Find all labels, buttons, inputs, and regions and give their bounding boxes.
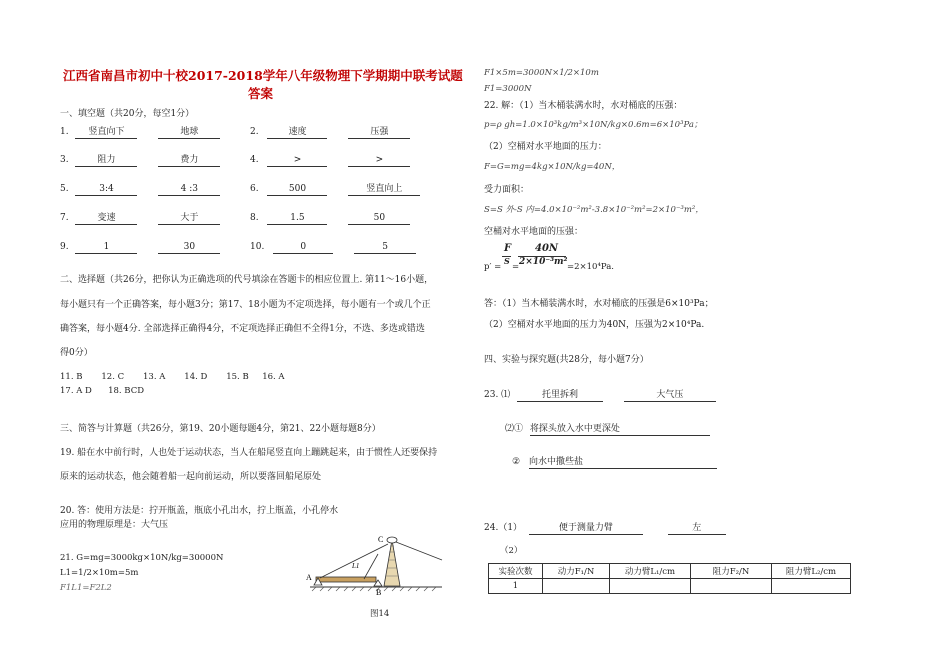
- fill-row-4: [60, 213, 220, 225]
- section2-line4: 得0分）: [60, 348, 93, 358]
- section4-heading: 四、实验与探究题(共28分，每小题7分）: [484, 355, 649, 365]
- p-prime-label: p′ =: [484, 262, 502, 272]
- q22-area-calc: S=S 外-S 内=4.0×10⁻²m²-3.8×10⁻²m²=2×10⁻³m²，: [484, 205, 704, 215]
- experiment-data-table: [488, 563, 851, 594]
- answer-blank: >: [267, 155, 327, 167]
- q22-force-calc: F=G=mg=4kg×10N/kg=40N，: [484, 162, 621, 172]
- answer-blank: 便于测量力臂: [529, 523, 643, 535]
- table-header-cell: 阻力臂L₂/cm: [772, 564, 851, 579]
- point-c-label: C: [378, 535, 384, 544]
- fill-row-3: [60, 184, 220, 196]
- fill-row-1b: [250, 127, 410, 139]
- fill-row-3b: [250, 184, 420, 196]
- q21-line2: L1=1/2×10m=5m: [60, 568, 139, 578]
- q22-answer2: （2）空桶对水平地面的压力为40N，压强为2×10⁴Pa.: [484, 320, 705, 330]
- fill-row-5: [60, 242, 220, 254]
- section3-heading: 三、简答与计算题（共26分，第19、20小题每题4分，第21、22小题每题8分）: [60, 424, 381, 434]
- q-num: 4.: [250, 155, 259, 165]
- answer-blank: 托里拆利: [517, 390, 603, 402]
- r-line2: F1=3000N: [484, 84, 532, 94]
- q23-2-label: ⑵①: [505, 424, 524, 434]
- fill-row-2: [60, 155, 220, 167]
- point-a-label: A: [306, 573, 312, 582]
- answer-blank: 50: [348, 213, 410, 225]
- q19-line1: 19. 船在水中前行时，人也处于运动状态，当人在船尾竖直向上蹦跳起来，由于惯性人还要保持: [60, 448, 438, 458]
- answer-blank: 4 :3: [158, 184, 220, 196]
- q-num: 7.: [60, 213, 69, 223]
- fraction-numerator: 40N: [535, 243, 559, 254]
- answer-blank: 竖直向下: [75, 127, 137, 139]
- answer-blank: 1.5: [267, 213, 327, 225]
- table-cell: 1: [489, 579, 543, 594]
- point-b-label: B: [376, 588, 382, 597]
- fill-row-4b: [250, 213, 410, 225]
- q23-row1: [484, 387, 716, 402]
- q23-row2: [505, 421, 710, 436]
- q21-line3: F1L1=F2L2: [60, 583, 112, 593]
- fraction-s: S: [504, 256, 510, 266]
- answer-blank: 压强: [348, 127, 410, 139]
- table-cell: [610, 579, 691, 594]
- table-row: [489, 579, 851, 594]
- answer-blank: 5: [354, 242, 416, 254]
- answer-blank: 竖直向上: [348, 184, 420, 196]
- fill-row-5b: [250, 242, 416, 254]
- answer-blank: 3:4: [75, 184, 137, 196]
- table-cell: [543, 579, 610, 594]
- l1-label: L1: [352, 562, 360, 570]
- answer-blank: 500: [267, 184, 327, 196]
- q22-pressure-label: 空桶对水平地面的压强：: [484, 227, 584, 237]
- answer-blank: 0: [273, 242, 333, 254]
- fraction-f: F: [504, 243, 512, 254]
- document-title-line2: 答案: [248, 86, 274, 101]
- section2-line1: 二、选择题（共26分，把你认为正确选项的代号填涂在答题卡的相应位置上. 第11～16小题，: [60, 275, 434, 285]
- q20-line2: 应用的物理原理是：大气压: [60, 520, 169, 530]
- answer-blank: 速度: [267, 127, 327, 139]
- pressure-result: =2×10⁴Pa.: [567, 262, 614, 272]
- q-num: 5.: [60, 184, 69, 194]
- q-num: 3.: [60, 155, 69, 165]
- q-num: 9.: [60, 242, 69, 252]
- q22-intro: 22. 解：（1）当木桶装满水时，水对桶底的压强：: [484, 101, 683, 111]
- document-title-line1: 江西省南昌市初中十校2017-2018学年八年级物理下学期期中联考试题: [63, 68, 463, 83]
- table-header-row: [489, 564, 851, 579]
- q22-pressure-calc: p=ρ gh=1.0×10³kg/m³×10N/kg×0.6m=6×10³Pa；: [484, 120, 703, 130]
- q20-line1: 20. 答：使用方法是：拧开瓶盖，瓶底小孔出水，拧上瓶盖，小孔停水: [60, 506, 339, 516]
- answer-blank: 阻力: [75, 155, 137, 167]
- table-cell: [691, 579, 772, 594]
- q22-part2: （2）空桶对水平地面的压力：: [484, 142, 607, 152]
- q24-num: 24.（1）: [484, 523, 523, 533]
- fill-row-1: [60, 127, 220, 139]
- answer-blank: >: [348, 155, 410, 167]
- answer-blank: 费力: [158, 155, 220, 167]
- table-header-cell: 动力F₁/N: [543, 564, 610, 579]
- q-num: 2.: [250, 127, 259, 137]
- q24-part2-label: （2）: [500, 546, 523, 556]
- q23-3-label: ②: [512, 457, 521, 467]
- fill-row-2b: [250, 155, 410, 167]
- answer-blank: 向水中撒些盐: [529, 457, 717, 469]
- table-cell: [772, 579, 851, 594]
- answer-blank: 地球: [158, 127, 220, 139]
- table-header-cell: 阻力F₂/N: [691, 564, 772, 579]
- q-num: 8.: [250, 213, 259, 223]
- q-num: 1.: [60, 127, 69, 137]
- answer-blank: 变速: [75, 213, 137, 225]
- q19-line2: 原来的运动状态，他会随着船一起向前运动，所以要落回船尾原处: [60, 472, 322, 482]
- answer-blank: 1: [75, 242, 137, 254]
- answer-blank: 大于: [158, 213, 220, 225]
- q22-answer1: 答：（1）当木桶装满水时，水对桶底的压强是6×10³Pa；: [484, 299, 714, 309]
- q21-line1: 21. G=mg=3000kg×10N/kg=30000N: [60, 553, 224, 563]
- answer-blank: 将探头放入水中更深处: [530, 424, 710, 436]
- mc-answers-line1: 11. B 12. C 13. A 14. D 15. B 16. A: [60, 372, 285, 382]
- fraction-denominator: 2×10⁻³m²: [519, 257, 568, 267]
- answer-blank: 大气压: [624, 390, 716, 402]
- section2-line3: 确答案，每小题4分. 全部选择正确得4分，不定项选择正确但不全得1分，不选、多选或错选: [60, 324, 425, 334]
- mc-answers-line2: 17. A D 18. BCD: [60, 386, 145, 396]
- equals-sign: =: [512, 262, 520, 272]
- q23-num: 23. ⑴: [484, 390, 511, 400]
- q24-row1: [484, 520, 726, 535]
- answer-blank: 左: [668, 523, 726, 535]
- figure-14-lever-diagram: [292, 530, 460, 598]
- figure-caption: 图14: [370, 609, 390, 619]
- q-num: 10.: [250, 242, 265, 252]
- q23-row3: [512, 457, 717, 469]
- q22-area-label: 受力面积：: [484, 185, 530, 195]
- section1-heading: 一、填空题（共20分，每空1分）: [60, 109, 195, 119]
- table-header-cell: 动力臂L₁/cm: [610, 564, 691, 579]
- r-line1: F1×5m=3000N×1/2×10m: [484, 68, 599, 78]
- q-num: 6.: [250, 184, 259, 194]
- table-header-cell: 实验次数: [489, 564, 543, 579]
- answer-blank: 30: [158, 242, 220, 254]
- section2-line2: 每小题只有一个正确答案，每小题3分；第17、18小题为不定项选择，每小题有一个或几个正: [60, 300, 431, 310]
